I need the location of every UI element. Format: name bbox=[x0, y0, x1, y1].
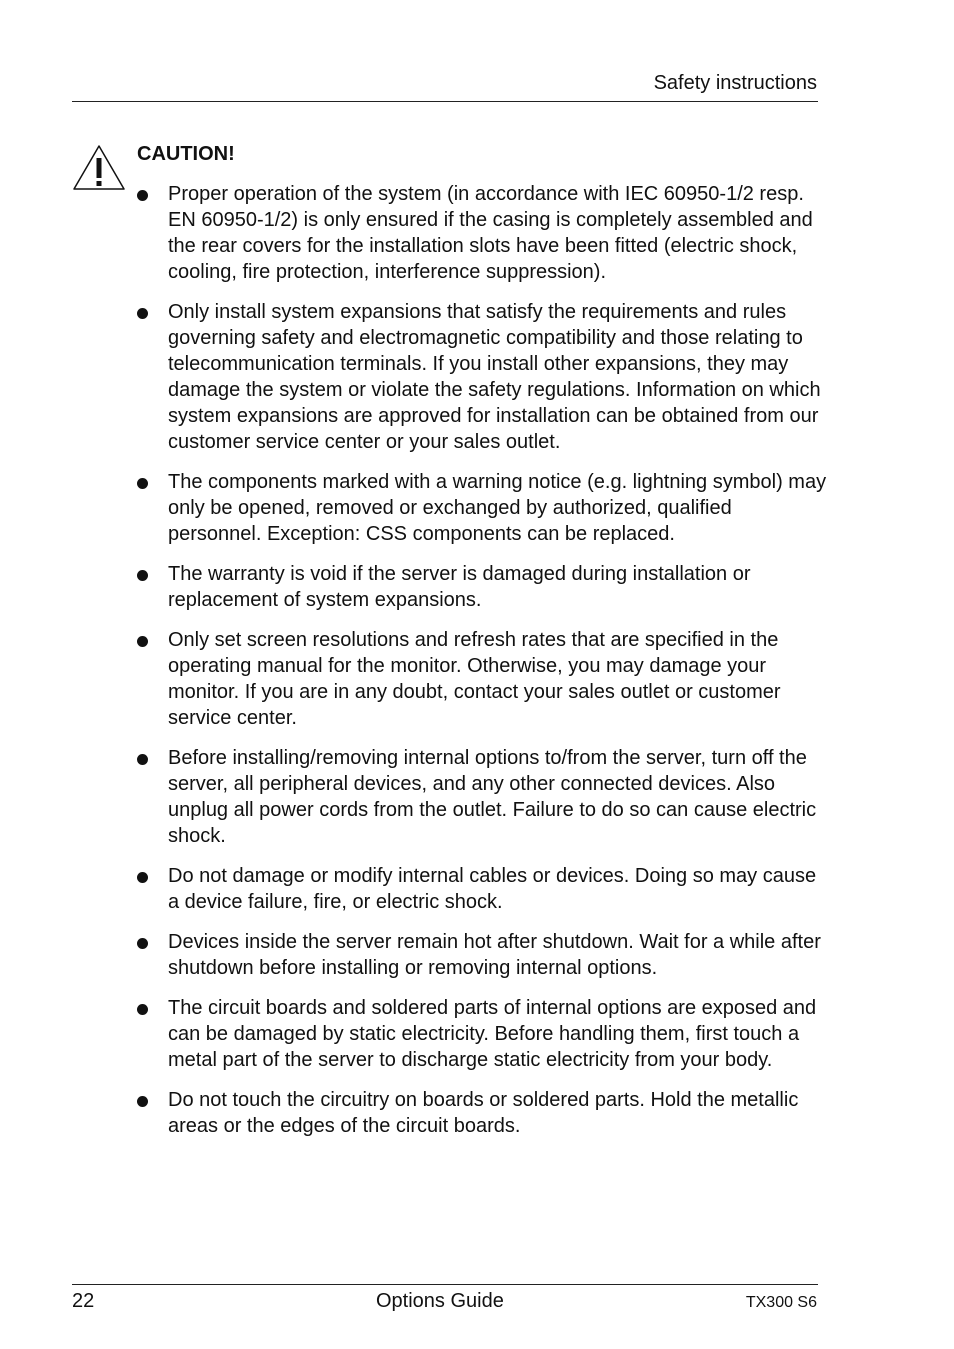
bullet-icon bbox=[137, 636, 148, 647]
list-item bbox=[137, 627, 827, 731]
caution-triangle-icon bbox=[72, 143, 126, 191]
list-item-text: The warranty is void if the server is damaged during installation or replacement of system expansions. bbox=[168, 563, 751, 611]
list-item bbox=[137, 995, 827, 1073]
header-divider bbox=[72, 101, 818, 102]
list-item bbox=[137, 299, 827, 455]
list-item-text: Proper operation of the system (in accordance with IEC 60950-1/2 resp. EN 60950-1/2) is only ensured if the casing is completely assembled and the rear covers for the installation slots have been fitted (electric shock, cooling, fire protection, interference suppression). bbox=[168, 183, 813, 283]
bullet-icon bbox=[137, 190, 148, 201]
bullet-icon bbox=[137, 308, 148, 319]
list-item bbox=[137, 1087, 827, 1139]
list-item bbox=[137, 469, 827, 547]
list-item bbox=[137, 863, 827, 915]
caution-heading: CAUTION! bbox=[137, 143, 235, 165]
bullet-icon bbox=[137, 570, 148, 581]
bullet-icon bbox=[137, 1096, 148, 1107]
list-item-text: Only install system expansions that satisfy the requirements and rules governing safety and electromagnetic compatibility and those relating to telecommunication terminals. If you install other expansions, they may damage the system or violate the safety regulations. Information on which system expansions are approved for installation can be obtained from our customer service center or your sales outlet. bbox=[168, 301, 821, 453]
list-item-text: Do not damage or modify internal cables or devices. Doing so may cause a device failure, fire, or electric shock. bbox=[168, 865, 817, 913]
bullet-icon bbox=[137, 478, 148, 489]
bullet-icon bbox=[137, 754, 148, 765]
list-item-text: The circuit boards and soldered parts of internal options are exposed and can be damaged by static electricity. Before handling them, first touch a metal part of the server to discharge static electricity from your body. bbox=[168, 997, 817, 1071]
list-item bbox=[137, 181, 827, 285]
list-item-text: The components marked with a warning notice (e.g. lightning symbol) may only be opened, removed or exchanged by authorized, qualified personnel. Exception: CSS components can be replaced. bbox=[168, 471, 827, 545]
bullet-icon bbox=[137, 938, 148, 949]
bullet-icon bbox=[137, 1004, 148, 1015]
bullet-icon bbox=[137, 872, 148, 883]
list-item-text: Before installing/removing internal options to/from the server, turn off the server, all peripheral devices, and any other connected devices. Also unplug all power cords from the outlet. Failure to do so can cause electric shock. bbox=[168, 747, 817, 847]
list-item bbox=[137, 561, 827, 613]
caution-list bbox=[137, 181, 827, 1153]
guide-title: Options Guide bbox=[376, 1290, 504, 1312]
footer-divider bbox=[72, 1284, 818, 1285]
model-name: TX300 S6 bbox=[745, 1294, 817, 1311]
section-title: Safety instructions bbox=[653, 72, 817, 94]
list-item bbox=[137, 929, 827, 981]
list-item-text: Devices inside the server remain hot after shutdown. Wait for a while after shutdown before installing or removing internal options. bbox=[168, 931, 821, 979]
page-number: 22 bbox=[72, 1290, 95, 1312]
list-item-text: Only set screen resolutions and refresh rates that are specified in the operating manual for the monitor. Otherwise, you may damage your monitor. If you are in any doubt, contact your sales outlet or customer service center. bbox=[168, 629, 781, 729]
list-item-text: Do not touch the circuitry on boards or soldered parts. Hold the metallic areas or the edges of the circuit boards. bbox=[168, 1089, 799, 1137]
list-item bbox=[137, 745, 827, 849]
